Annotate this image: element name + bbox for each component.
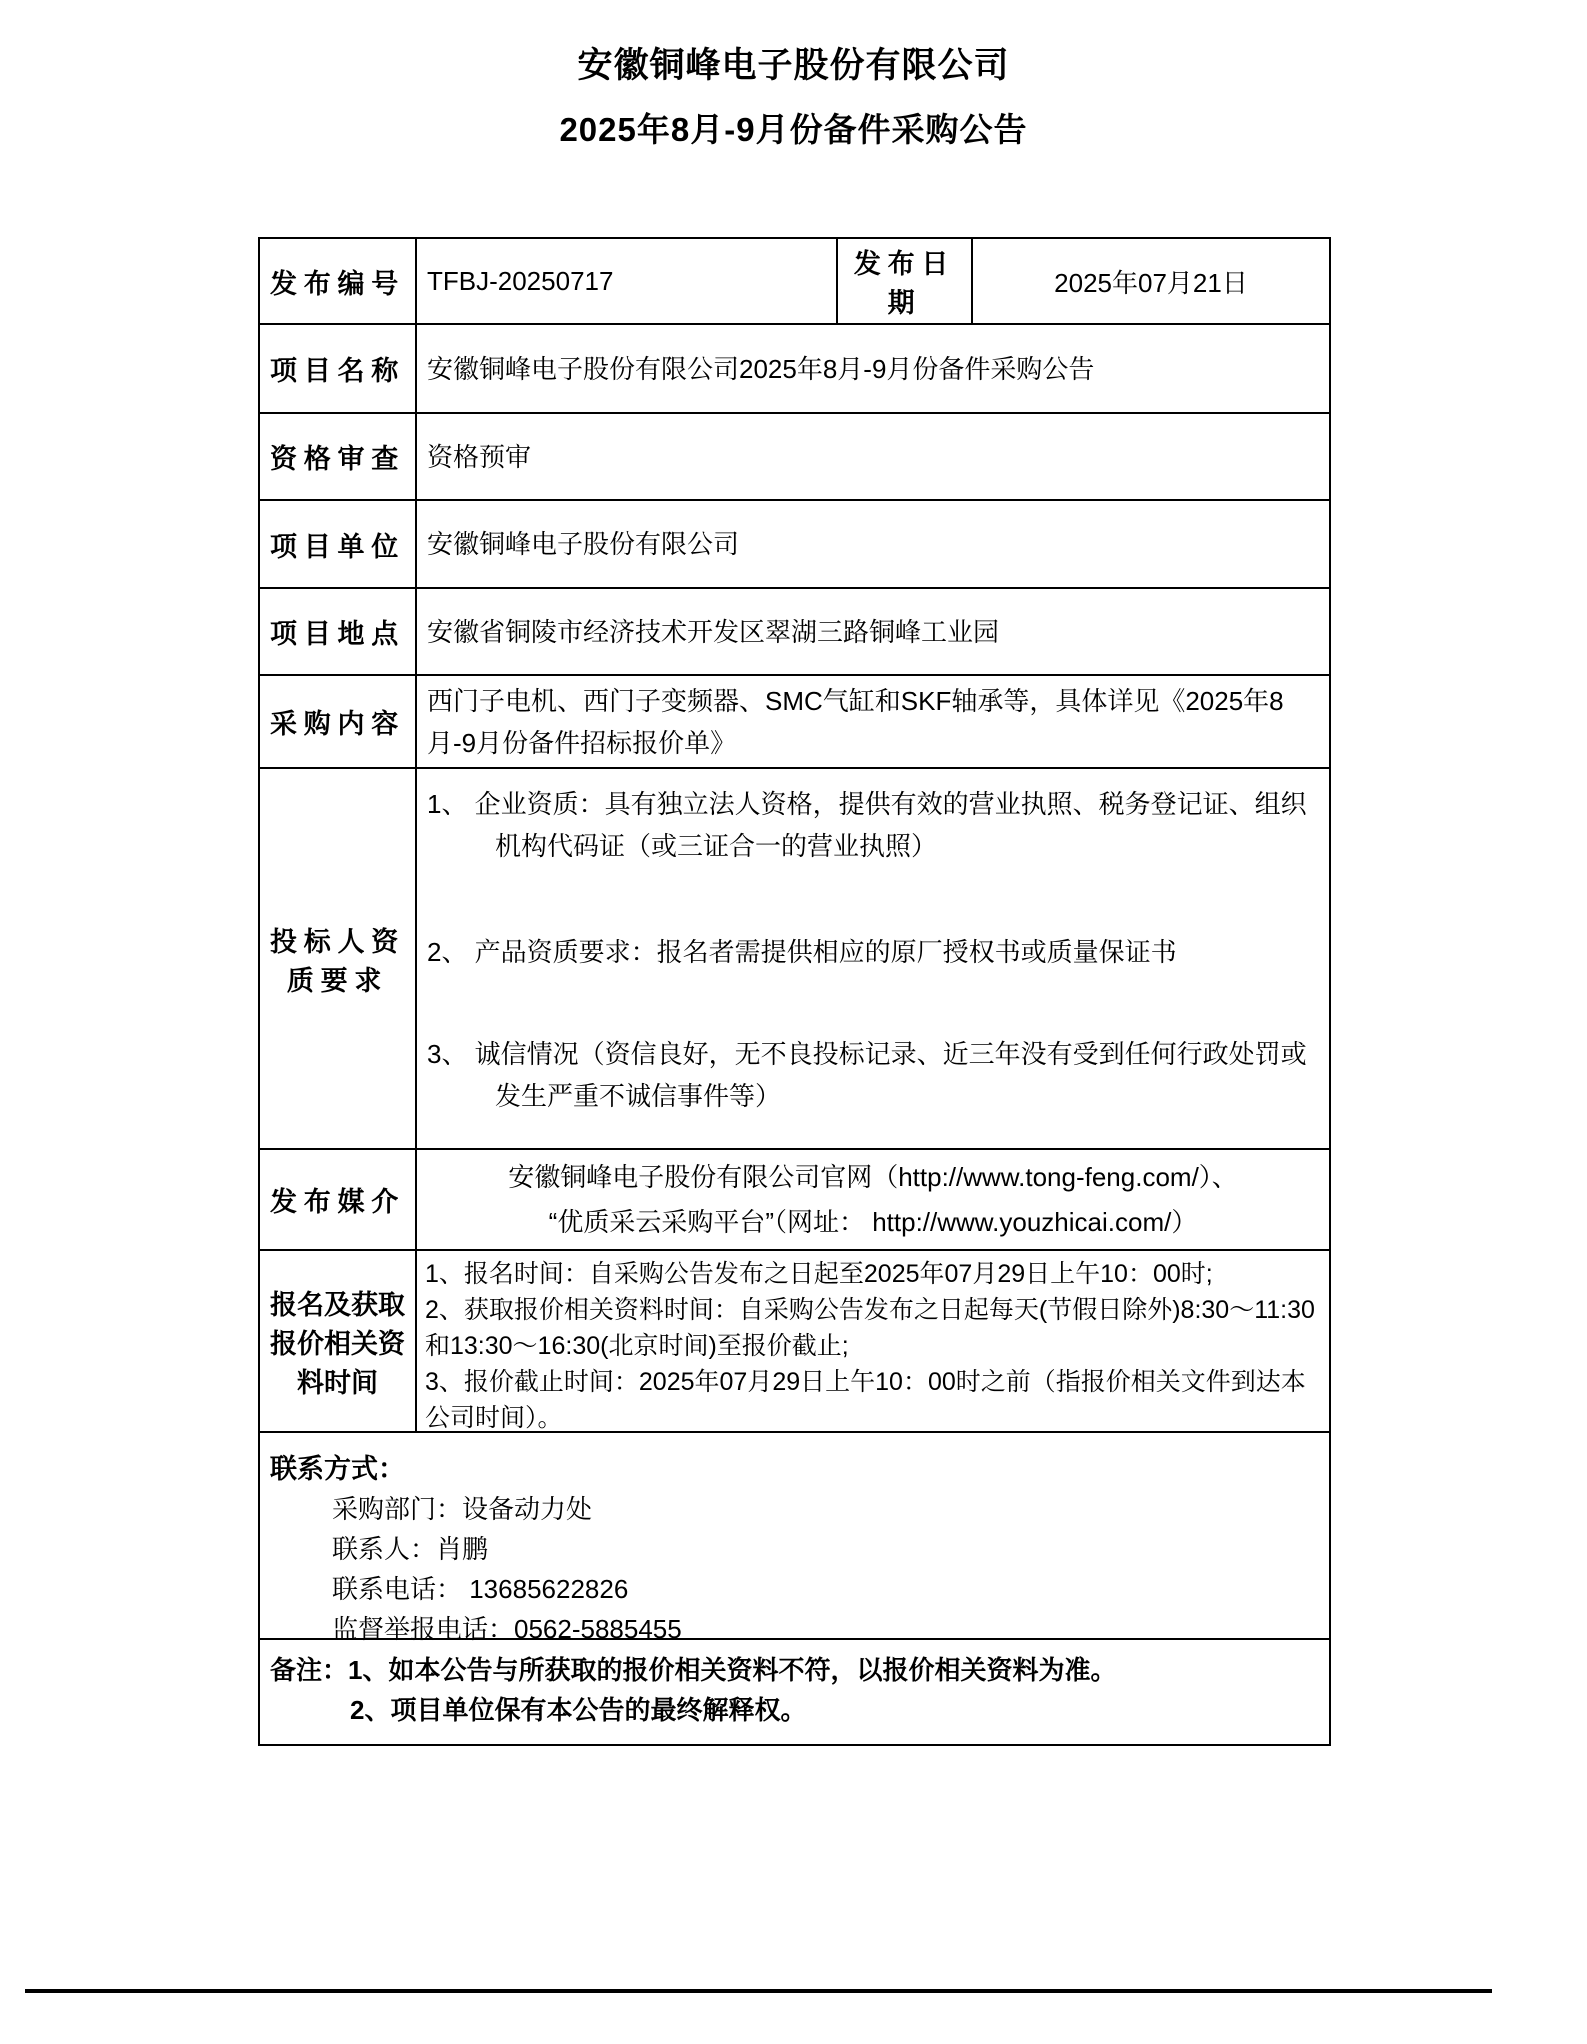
cell-bidder-qualification-label: 投标人资质要求 <box>270 926 405 996</box>
footer-divider <box>25 1989 1492 1993</box>
contact-phone: 联系电话： 13685622826 <box>332 1574 629 1604</box>
schedule-item-2: 2、获取报价相关资料时间：自采购公告发布之日起每天(节假日除外)8:30～11:30和13:30～16:30(北京时间)至报价截止; <box>425 1296 1315 1360</box>
media-line-2: “优质采云采购平台”（网址： http://www.youzhicai.com/） <box>548 1206 1198 1237</box>
cell-publish-date-label: 发布日期 <box>836 239 971 323</box>
qualification-item-3: 3、 诚信情况（资信良好，无不良投标记录、近三年没有受到任何行政处罚或发生严重不诚信事件等） <box>427 1039 1307 1111</box>
cell-project-unit-value: 安徽铜峰电子股份有限公司 <box>415 501 1329 587</box>
schedule-item-1: 1、报名时间：自采购公告发布之日起至2025年07月29日上午10：00时; <box>425 1260 1213 1288</box>
table-row-project-name <box>260 323 1329 412</box>
table-row-purchase-content <box>260 674 1329 767</box>
cell-bidder-qualification-value <box>415 769 1329 1148</box>
cell-publish-media-value <box>415 1150 1329 1249</box>
contact-person: 联系人：肖鹏 <box>332 1534 489 1564</box>
cell-publish-no-value: TFBJ-20250717 <box>415 239 836 323</box>
page-title: 安徽铜峰电子股份有限公司 <box>577 46 1010 85</box>
cell-purchase-content-label: 采购内容 <box>270 709 405 739</box>
table-row-remark <box>260 1638 1329 1744</box>
contact-supervision-phone: 监督举报电话：0562-5885455 <box>332 1614 682 1644</box>
cell-schedule-label: 报名及获取报价相关资料时间 <box>270 1289 405 1398</box>
cell-publish-no-label: 发布编号 <box>270 268 405 299</box>
media-line-1: 安徽铜峰电子股份有限公司官网（http://www.tong-feng.com/）、 <box>508 1161 1238 1192</box>
cell-project-unit-label: 项目单位 <box>270 531 405 562</box>
qualification-item-1: 1、 企业资质：具有独立法人资格，提供有效的营业执照、税务登记证、组织机构代码证（或三证合一的营业执照） <box>427 789 1307 861</box>
table-row-publish-media <box>260 1148 1329 1249</box>
table-row-qualification-review <box>260 412 1329 499</box>
cell-publish-media-label: 发布媒介 <box>270 1187 405 1217</box>
table-row-project-location <box>260 587 1329 674</box>
cell-project-location-label: 项目地点 <box>270 619 405 649</box>
remark-line-2: 2、项目单位保有本公告的最终解释权。 <box>350 1695 807 1725</box>
table-row-project-unit <box>260 499 1329 587</box>
contact-heading: 联系方式： <box>270 1454 405 1484</box>
cell-qualification-review-value: 资格预审 <box>415 414 1329 499</box>
schedule-item-3: 3、报价截止时间：2025年07月29日上午10：00时之前（指报价相关文件到达本公司时间）。 <box>425 1368 1306 1432</box>
cell-qualification-review-label: 资格审查 <box>270 444 405 474</box>
qualification-item-2: 2、 产品资质要求：报名者需提供相应的原厂授权书或质量保证书 <box>427 937 1177 967</box>
cell-schedule-value <box>415 1251 1329 1431</box>
page-subtitle: 2025年8月-9月份备件采购公告 <box>559 111 1028 148</box>
cell-project-name-label: 项目名称 <box>270 356 405 386</box>
contact-block <box>260 1433 1329 1655</box>
contact-department: 采购部门：设备动力处 <box>332 1494 593 1524</box>
table-row-contact <box>260 1431 1329 1644</box>
cell-purchase-content-value: 西门子电机、西门子变频器、SMC气缸和SKF轴承等，具体详见《2025年8月-9月份备件招标报价单》 <box>415 676 1329 767</box>
cell-project-name-value: 安徽铜峰电子股份有限公司2025年8月-9月份备件采购公告 <box>415 325 1329 412</box>
table-row-bidder-qualification <box>260 767 1329 1148</box>
cell-project-location-value: 安徽省铜陵市经济技术开发区翠湖三路铜峰工业园 <box>415 589 1329 674</box>
table-row-schedule <box>260 1249 1329 1431</box>
table-row-publish <box>260 239 1329 323</box>
remark-block <box>260 1640 1329 1736</box>
announcement-table <box>258 237 1331 1746</box>
cell-publish-date-value: 2025年07月21日 <box>971 239 1329 323</box>
remark-line-1: 备注：1、如本公告与所获取的报价相关资料不符，以报价相关资料为准。 <box>270 1655 1117 1685</box>
